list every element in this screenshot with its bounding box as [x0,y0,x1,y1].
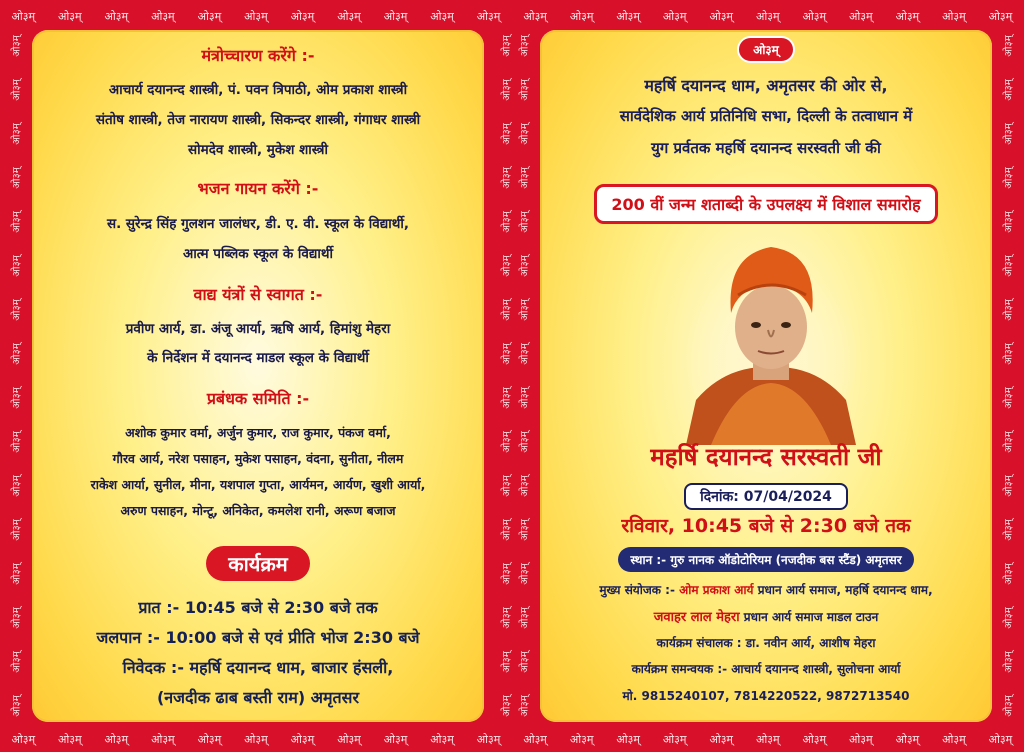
left-panel [32,30,484,722]
om-border-mark: ओ३म् [662,9,687,23]
om-border-mark: ओ३म् [755,9,780,23]
om-border-mark: ओ३म् [569,732,594,746]
time-line: रविवार, 10:45 बजे से 2:30 बजे तक [621,515,911,537]
program-pill-wrap [32,546,484,581]
committee-line-2: गौरव आर्य, नरेश पसाहन, मुकेश पसाहन, वंदना, सुनीता, नीलम [112,451,404,466]
date-wrap [540,483,992,510]
mantra-line-2: संतोष शास्त्री, तेज नारायण शास्त्री, सिकन्दर शास्त्री, गंगाधर शास्त्री [95,112,421,128]
om-border-mark: ओ३म् [58,732,82,746]
om-border-mark: ओ३म् [519,299,531,321]
program-line-4: (नजदीक ढाब बस्ती राम) अमृतसर [156,688,360,707]
om-badge: ओ३म् [737,36,795,63]
om-border-mark: ओ३म् [802,732,827,746]
om-border-mark: ओ३म् [1003,563,1015,585]
om-border-mark: ओ३म् [942,9,966,23]
om-border-mark: ओ३म् [430,732,454,746]
om-border-mark: ओ३म् [501,299,513,321]
convener-desc: प्रधान आर्य समाज, महर्षि दयानन्द धाम, [757,583,933,597]
om-border-mark: ओ३म् [1003,475,1015,497]
om-border-mark: ओ३म् [662,732,687,746]
om-border-mark: ओ३म् [802,9,827,23]
om-border-mark: ओ३म् [519,167,531,189]
om-border-mark: ओ३म् [519,211,531,233]
swami-name: महर्षि दयानन्द सरस्वती जी [650,443,882,471]
om-border-mark: ओ३म् [290,9,315,23]
om-border-mark: ओ३म् [519,123,531,145]
om-border-mark: ओ३म् [1003,387,1015,409]
om-border-mark: ओ३म् [1003,695,1015,717]
om-border-mark: ओ३म् [11,299,23,321]
second-convener-desc: प्रधान आर्य समाज माडल टाउन [743,610,879,624]
om-border-mark: ओ३म् [151,9,175,23]
om-border-mark: ओ३म् [616,9,640,23]
om-border-mark: ओ३म् [569,9,594,23]
om-border-mark: ओ३म् [1003,519,1015,541]
om-border-mark: ओ३म् [616,732,640,746]
om-border-mark: ओ३म् [523,9,547,23]
om-border-mark: ओ३म् [519,519,531,541]
om-border-mark: ओ३म् [1003,607,1015,629]
om-border-mark: ओ३म् [501,387,513,409]
om-border-mark: ओ३म् [11,563,23,585]
bhajan-line-2: आत्म पब्लिक स्कूल के विद्यार्थी [182,246,334,262]
om-border-mark: ओ३म् [1003,167,1015,189]
convener-line [540,581,992,598]
om-border-mark: ओ३म् [11,123,23,145]
om-border-mark: ओ३म् [519,343,531,365]
om-border-mark: ओ३म् [244,732,268,746]
om-border-mark: ओ३म् [895,9,920,23]
om-border-mark: ओ३म् [337,732,361,746]
om-border-mark: ओ३म् [197,732,222,746]
intro-line-2: सार्वदेशिक आर्य प्रतिनिधि सभा, दिल्ली के तत्वाधान में [619,107,913,125]
intro-line-1: महर्षि दयानन्द धाम, अमृतसर की ओर से, [644,76,888,95]
om-border-mark: ओ३म् [290,732,315,746]
om-border-mark: ओ३म् [709,732,734,746]
om-border-mark: ओ३म् [11,387,23,409]
om-border-mark: ओ३म् [501,563,513,585]
om-border-mark: ओ३म् [519,431,531,453]
om-border-mark: ओ३म् [519,79,531,101]
om-border-mark: ओ३म् [11,475,23,497]
om-border-mark: ओ३म् [849,9,873,23]
left-border-om [4,24,28,728]
conductor-line: कार्यक्रम संचालक : डा. नवीन आर्य, आशीष मेहरा [656,636,876,650]
right-panel [540,30,992,722]
om-badge-wrap [540,36,992,63]
om-border-mark: ओ३म् [519,607,531,629]
convener-label: मुख्य संयोजक :- [599,583,675,597]
om-border-mark: ओ३म् [501,607,513,629]
om-border-mark: ओ३म् [197,9,222,23]
om-border-mark: ओ३म् [523,732,547,746]
om-border-mark: ओ३म् [11,519,23,541]
om-border-mark: ओ३म् [501,475,513,497]
program-line-2: जलपान :- 10:00 बजे से एवं प्रीति भोज 2:30 बजे [96,628,420,647]
om-border-mark: ओ३म् [895,732,920,746]
om-border-mark: ओ३म् [1003,35,1015,57]
om-border-mark: ओ३म् [104,9,129,23]
om-border-mark: ओ३म् [501,211,513,233]
banner: 200 वीं जन्म शताब्दी के उपलक्ष्य में विशाल समारोह [594,184,937,224]
bhajan-line-1: स. सुरेन्द्र सिंह गुलशन जालंधर, डी. ए. वी. स्कूल के विद्यार्थी, [106,216,410,232]
om-border-mark: ओ३म् [1003,651,1015,673]
om-border-mark: ओ३म् [501,343,513,365]
om-border-mark: ओ३म् [244,9,268,23]
om-border-mark: ओ३म् [11,211,23,233]
vadya-heading: वाद्य यंत्रों से स्वागत :- [193,285,323,304]
om-border-mark: ओ३म् [1003,79,1015,101]
om-border-mark: ओ३म् [519,387,531,409]
om-border-mark: ओ३म् [501,167,513,189]
center-border-om-2 [512,24,536,728]
om-border-mark: ओ३म् [1003,431,1015,453]
om-border-mark: ओ३म् [755,732,780,746]
om-border-mark: ओ३म् [501,431,513,453]
program-line-3: निवेदक :- महर्षि दयानन्द धाम, बाजार हंसली, [122,658,394,677]
om-border-mark: ओ३म् [11,431,23,453]
intro-line-3: युग प्रर्वतक महर्षि दयानन्द सरस्वती जी की [651,139,881,157]
convener-name: ओम प्रकाश आर्य [679,583,754,597]
om-border-mark: ओ३म् [519,255,531,277]
program-label: कार्यक्रम [206,546,309,581]
om-border-mark: ओ३म् [11,167,23,189]
program-line-1: प्रात :- 10:45 बजे से 2:30 बजे तक [138,598,378,617]
om-border-mark: ओ३म् [337,9,361,23]
om-border-mark: ओ३म् [501,255,513,277]
mantra-heading: मंत्रोच्चारण करेंगे :- [201,46,315,65]
om-border-mark: ओ३म् [501,123,513,145]
om-border-mark: ओ३म् [11,607,23,629]
committee-line-1: अशोक कुमार वर्मा, अर्जुन कुमार, राज कुमार, पंकज वर्मा, [125,425,391,440]
om-border-mark: ओ३म् [430,9,454,23]
om-border-mark: ओ३म् [1003,211,1015,233]
om-border-mark: ओ३म् [988,732,1013,746]
om-border-mark: ओ३म् [1003,123,1015,145]
venue-wrap [540,547,992,572]
om-border-mark: ओ३म् [11,79,23,101]
om-border-mark: ओ३म् [11,343,23,365]
om-border-mark: ओ३म् [11,732,36,746]
second-convener-name: जवाहर लाल मेहरा [653,610,740,625]
om-border-mark: ओ३म् [58,9,82,23]
banner-wrap [540,184,992,224]
om-border-mark: ओ३म् [104,732,129,746]
vadya-line-1: प्रवीण आर्य, डा. अंजू आर्या, ऋषि आर्य, हिमांशु मेहरा [125,321,391,337]
om-border-mark: ओ३म् [942,732,966,746]
committee-line-4: अरुण पसाहन, मोन्टू, अनिकेत, कमलेश रानी, अरूण बजाज [120,503,396,518]
om-border-mark: ओ३म् [709,9,734,23]
om-border-mark: ओ३म् [11,651,23,673]
committee-heading: प्रबंधक समिति :- [206,389,310,408]
committee-line-3: राकेश आर्या, सुनील, मीना, यशपाल गुप्ता, आर्यमन, आर्यण, खुशी आर्या, [90,477,426,492]
om-border-mark: ओ३म् [383,9,408,23]
second-convener-line [540,607,992,625]
bhajan-heading: भजन गायन करेंगे :- [197,179,319,198]
om-border-mark: ओ३म् [501,79,513,101]
om-border-mark: ओ३म् [849,732,873,746]
om-border-mark: ओ३म् [519,475,531,497]
phone-line: मो. 9815240107, 7814220522, 9872713540 [622,689,910,703]
om-border-mark: ओ३म् [519,651,531,673]
mantra-line-3: सोमदेव शास्त्री, मुकेश शास्त्री [188,142,328,158]
om-border-mark: ओ३म् [476,9,501,23]
om-border-mark: ओ३म् [151,732,175,746]
om-border-mark: ओ३म् [1003,299,1015,321]
venue-badge: स्थान :- गुरु नानक ऑडोटोरियम (नजदीक बस स्टैंड) अमृतसर [618,547,913,572]
om-border-mark: ओ३म् [476,732,501,746]
bottom-border-om [0,727,1024,751]
om-border-mark: ओ३म् [1003,255,1015,277]
om-border-mark: ओ३म् [501,651,513,673]
om-border-mark: ओ३म् [519,563,531,585]
om-border-mark: ओ३म् [988,9,1013,23]
mantra-line-1: आचार्य दयानन्द शास्त्री, पं. पवन त्रिपाठी, ओम प्रकाश शास्त्री [108,82,408,98]
om-border-mark: ओ३म् [11,255,23,277]
om-border-mark: ओ३म् [383,732,408,746]
om-border-mark: ओ३म् [501,695,513,717]
om-border-mark: ओ३म् [11,9,36,23]
om-border-mark: ओ३म् [519,695,531,717]
om-border-mark: ओ३म् [11,35,23,57]
om-border-mark: ओ३म् [501,519,513,541]
om-border-mark: ओ३म् [501,35,513,57]
coordinator-line: कार्यक्रम समन्वयक :- आचार्य दयानन्द शास्त्री, सुलोचना आर्या [631,662,901,676]
om-border-mark: ओ३म् [519,35,531,57]
right-border-om [996,24,1020,728]
vadya-line-2: के निर्देशन में दयानन्द माडल स्कूल के विद्यार्थी [147,350,369,366]
portrait-image [686,235,856,445]
om-border-mark: ओ३म् [11,695,23,717]
om-border-mark: ओ३म् [1003,343,1015,365]
date-badge: दिनांक: 07/04/2024 [684,483,848,510]
